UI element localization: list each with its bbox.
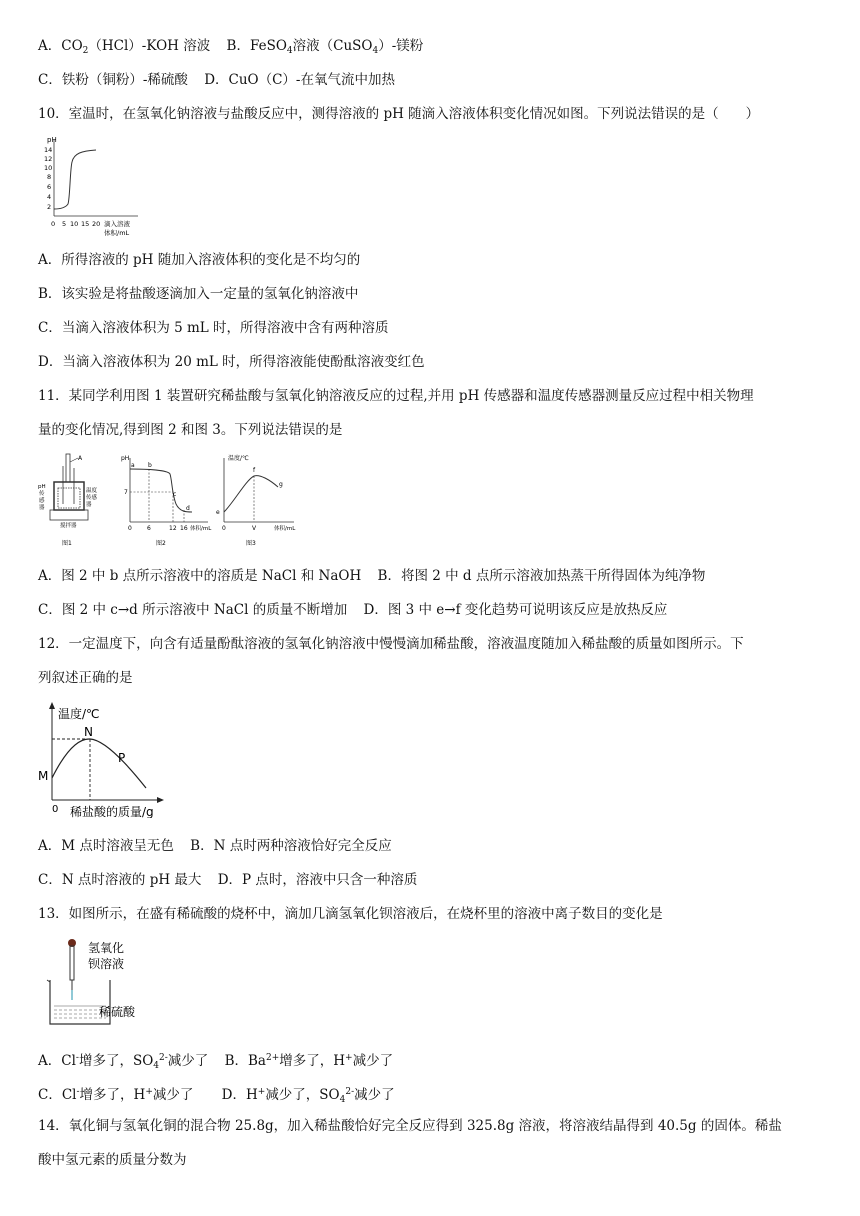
svg-text:M: M <box>38 769 49 783</box>
svg-text:图2: 图2 <box>156 540 166 547</box>
q10-option-c: C．当滴入溶液体积为 5 mL 时，所得溶液中含有两种溶质 <box>38 320 389 336</box>
q10-ylabel: pH <box>47 136 57 144</box>
q13-option-b: B．$Ba^{2+}$增多了，H+减少了 <box>224 1053 394 1069</box>
q9-option-d: D．CuO（C）-在氧气流中加热 <box>204 72 395 88</box>
q10-ytick: 8 <box>47 173 52 181</box>
q12-option-c: C．N 点时溶液的 pH 最大 <box>38 872 202 888</box>
svg-text:f: f <box>253 467 256 474</box>
q10-option-b: B．该实验是将盐酸逐滴加入一定量的氢氧化钠溶液中 <box>38 286 359 302</box>
svg-text:体积/mL: 体积/mL <box>274 526 296 532</box>
svg-text:稀硫酸: 稀硫酸 <box>99 1005 136 1019</box>
q10-ph-curve <box>54 150 96 209</box>
q10-xtick: 5 <box>62 220 67 228</box>
q11-figure-3 <box>212 452 302 550</box>
q10-xlabel: 体积/mL <box>104 229 130 237</box>
svg-text:搅拌器: 搅拌器 <box>60 523 77 529</box>
q11-option-b: B．将图 2 中 d 点所示溶液加热蒸干所得固体为纯净物 <box>377 568 706 584</box>
svg-text:温度/℃: 温度/℃ <box>58 707 100 721</box>
q12-options-cd <box>38 870 417 890</box>
q11-option-c: C．图 2 中 c→d 所示溶液中 NaCl 的质量不断增加 <box>38 602 348 618</box>
svg-text:7: 7 <box>124 489 128 496</box>
q12-option-a: A．M 点时溶液呈无色 <box>38 838 174 854</box>
q11-option-a: A．图 2 中 b 点所示溶液中的溶质是 NaCl 和 NaOH <box>38 568 362 584</box>
svg-text:图3: 图3 <box>246 540 256 547</box>
svg-text:0: 0 <box>128 525 132 532</box>
q13-option-d: D．H+减少了，$SO_4^{2-}$减少了 <box>221 1087 395 1105</box>
svg-text:稀盐酸的质量/g: 稀盐酸的质量/g <box>70 805 154 818</box>
q13-options-ab <box>38 1048 393 1076</box>
q12-stem-1: 12．一定温度下，向含有适量酚酞溶液的氢氧化钠溶液中慢慢滴加稀盐酸，溶液温度随加入稀盐酸的质量如图所示。下 <box>38 636 744 652</box>
q12-stem-2: 列叙述正确的是 <box>38 670 133 686</box>
svg-text:图1: 图1 <box>62 540 72 547</box>
q10-ytick: 10 <box>44 164 53 172</box>
svg-text:0: 0 <box>52 804 59 815</box>
svg-text:c: c <box>173 491 177 498</box>
q10-ph-figure <box>38 134 148 239</box>
q13-options-cd <box>38 1082 395 1110</box>
q9-options-ab <box>38 36 423 61</box>
svg-text:g: g <box>279 481 283 488</box>
svg-text:器: 器 <box>86 502 92 508</box>
q11-stem-2: 量的变化情况,得到图 2 和图 3。下列说法错误的是 <box>38 422 343 438</box>
svg-text:b: b <box>148 462 152 469</box>
q10-ytick: 4 <box>47 193 52 201</box>
q10-ytick: 6 <box>47 183 52 191</box>
svg-text:6: 6 <box>147 525 151 532</box>
q11-options-cd <box>38 600 667 620</box>
svg-text:温度/℃: 温度/℃ <box>228 455 249 462</box>
q10-xtick: 10 <box>70 220 79 228</box>
q11-option-d: D．图 3 中 e→f 变化趋势可说明该反应是放热反应 <box>363 602 668 618</box>
svg-text:体积/mL: 体积/mL <box>190 526 212 532</box>
q13-stem: 13．如图所示，在盛有稀硫酸的烧杯中，滴加几滴氢氧化钡溶液后，在烧杯里的溶液中离子数目的变化是 <box>38 906 663 922</box>
svg-text:温度: 温度 <box>86 488 98 494</box>
svg-text:传: 传 <box>39 491 45 497</box>
q12-option-d: D．P 点时，溶液中只含一种溶质 <box>217 872 418 888</box>
svg-text:12: 12 <box>169 525 177 532</box>
svg-text:钡溶液: 钡溶液 <box>88 957 125 971</box>
q12-options-ab <box>38 836 392 856</box>
q10-ytick: 14 <box>44 146 53 154</box>
q13-option-c: C．Cl-增多了，H+减少了 <box>38 1087 194 1103</box>
svg-text:d: d <box>186 505 190 512</box>
svg-text:pH: pH <box>121 455 130 462</box>
q9-options-cd <box>38 70 395 90</box>
q14-stem-2: 酸中氢元素的质量分数为 <box>38 1152 187 1168</box>
svg-text:16: 16 <box>180 525 188 532</box>
svg-text:pH: pH <box>38 484 46 490</box>
q10-xtick: 15 <box>81 220 90 228</box>
q11-figure-1 <box>36 452 108 550</box>
q10-xtick: 0 <box>51 220 56 228</box>
svg-text:0: 0 <box>222 525 226 532</box>
svg-text:N: N <box>84 725 93 739</box>
q12-temperature-figure <box>36 700 176 818</box>
q13-option-a: A．Cl-增多了，$SO_4^{2-}$减少了 <box>38 1053 209 1071</box>
q10-option-a: A．所得溶液的 pH 随加入溶液体积的变化是不均匀的 <box>38 252 361 268</box>
svg-text:V: V <box>252 525 257 532</box>
q10-xtick: 20 <box>92 220 101 228</box>
q10-option-d: D．当滴入溶液体积为 20 mL 时，所得溶液能使酚酞溶液变红色 <box>38 354 425 370</box>
svg-text:感: 感 <box>39 498 45 504</box>
q10-xlabel: 滴入溶液 <box>104 220 130 228</box>
q9-option-b: B．FeSO$_4$溶液（CuSO$_4$）-镁粉 <box>226 38 424 56</box>
q9-option-c: C．铁粉（铜粉）-稀硫酸 <box>38 72 188 88</box>
svg-text:e: e <box>216 509 220 516</box>
svg-text:传感: 传感 <box>86 495 98 501</box>
svg-text:A: A <box>78 455 83 462</box>
svg-text:器: 器 <box>39 505 45 511</box>
q11-stem-1: 11．某同学利用图 1 装置研究稀盐酸与氢氧化钠溶液反应的过程,并用 pH 传感器和温度传感器测量反应过程中相关物理 <box>38 388 754 404</box>
svg-text:P: P <box>118 751 126 765</box>
q9-option-a: A．$CO_2(HCl)$-KOH 溶波 <box>38 38 211 56</box>
q10-stem: 10．室温时，在氢氧化钠溶液与盐酸反应中，测得溶液的 pH 随滴入溶液体积变化情况如图。下列说法错误的是（ ） <box>38 106 760 122</box>
q14-stem-1: 14．氧化铜与氢氧化铜的混合物 25.8g，加入稀盐酸恰好完全反应得到 325.8g 溶液，将溶液结晶得到 40.5g 的固体。稀盐 <box>38 1118 782 1134</box>
svg-text:氢氧化: 氢氧化 <box>88 941 125 955</box>
q12-option-b: B．N 点时两种溶液恰好完全反应 <box>190 838 392 854</box>
q11-options-ab <box>38 566 705 586</box>
q10-ytick: 2 <box>47 203 52 211</box>
q13-beaker-figure <box>44 936 154 1030</box>
svg-text:a: a <box>131 462 135 469</box>
q11-figure-2 <box>118 452 214 550</box>
q10-ytick: 12 <box>44 155 53 163</box>
